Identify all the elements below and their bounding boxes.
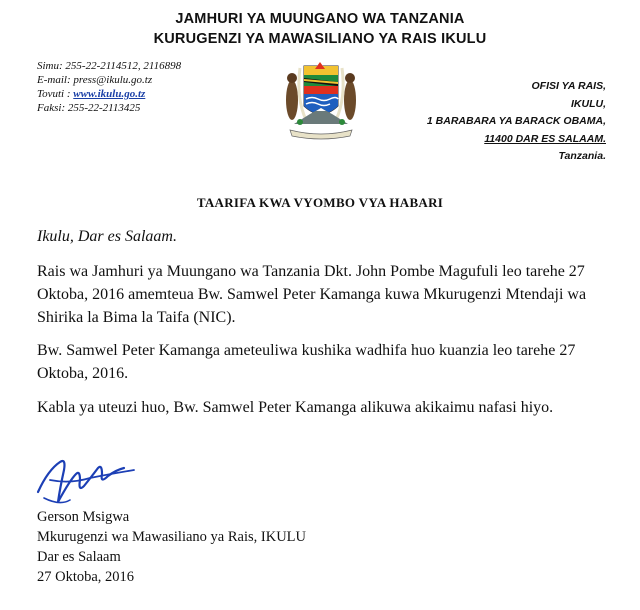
address-line-3: 1 BARABARA YA BARACK OBAMA, (426, 115, 606, 127)
letterhead-line-2: KURUGENZI YA MAWASILIANO YA RAIS IKULU (153, 31, 487, 47)
website-link[interactable]: www.ikulu.go.tz (73, 88, 146, 100)
paragraph-3: Kabla ya uteuzi huo, Bw. Samwel Peter Kamanga alikuwa akikaimu nafasi hiyo. (37, 399, 554, 416)
document-title: TAARIFA KWA VYOMBO VYA HABARI (196, 195, 444, 210)
email-address: E-mail: press@ikulu.go.tz (37, 74, 153, 86)
address-line-2: IKULU, (571, 97, 606, 110)
signature-place: Dar es Salaam (37, 549, 121, 565)
website-label: Tovuti : (37, 88, 74, 100)
signatory-name: Gerson Msigwa (37, 509, 130, 525)
signature-date: 27 Oktoba, 2016 (37, 569, 135, 585)
salutation: Ikulu, Dar es Salaam. (37, 228, 177, 245)
address-line-5: Tanzania. (558, 150, 606, 162)
signature-block (37, 507, 306, 587)
address-line-1: OFISI YA RAIS, (531, 80, 606, 92)
paragraph-1: Rais wa Jamhuri ya Muungano wa Tanzania Dkt. John Pombe Magufuli leo tarehe 27 Oktoba, 2016 amemteua Bw. Samwel Peter Kamanga kuwa Mkurugenzi Mtendaji wa Shirika la Bima la Taifa (NIC). (37, 263, 587, 326)
phone-number: Simu: 255-22-2114512, 2116898 (37, 60, 182, 72)
fax-number: Faksi: 255-22-2113425 (37, 102, 141, 114)
tanzania-coat-of-arms-icon (280, 58, 362, 140)
signatory-position: Mkurugenzi wa Mawasiliano ya Rais, IKULU (37, 529, 306, 545)
website-row (37, 87, 181, 101)
address-line-4: 11400 DAR ES SALAAM. (484, 132, 606, 145)
paragraph-2: Bw. Samwel Peter Kamanga ameteuliwa kushika wadhifa huo kuanzia leo tarehe 27 Oktoba, 2016. (37, 342, 576, 382)
address-block (427, 78, 606, 166)
letterhead-line-1: JAMHURI YA MUUNGANO WA TANZANIA (175, 11, 465, 27)
contact-block (37, 59, 181, 115)
